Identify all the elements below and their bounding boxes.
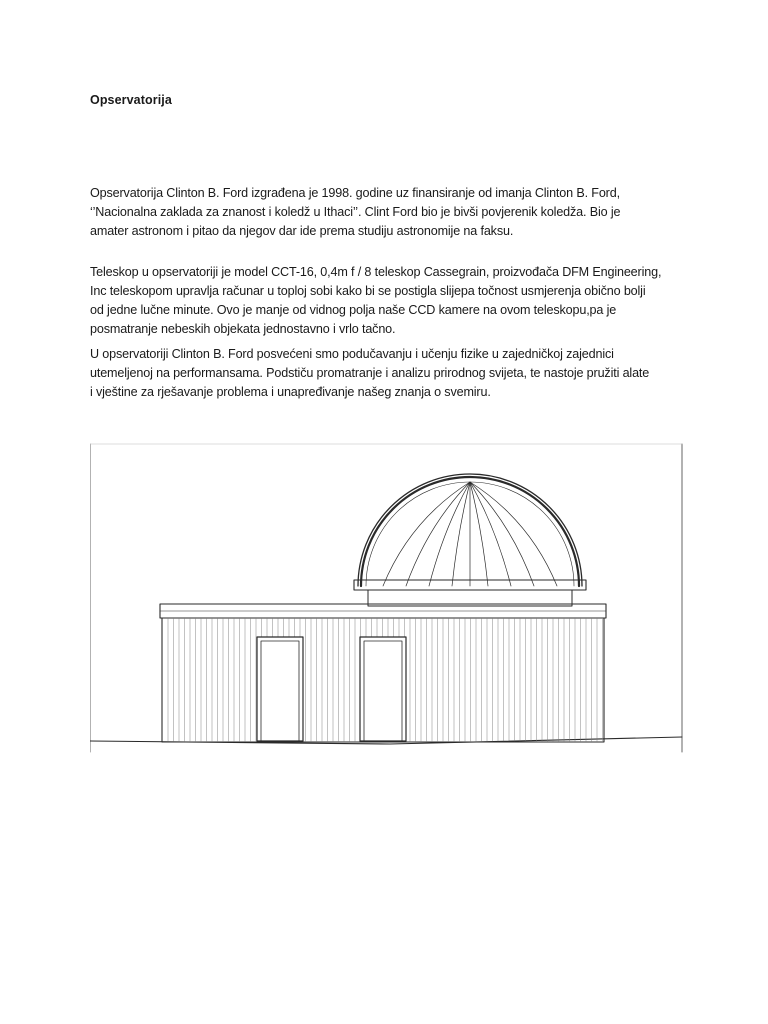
paragraph-line: utemeljenoj na performansama. Podstiču promatranje i analizu prirodnog svijeta, te nastoje pružiti alate	[90, 366, 650, 380]
observatory-illustration	[90, 440, 684, 756]
paragraph-line: od jedne lučne minute. Ovo je manje od vidnog polja naše CCD kamere na ovom teleskopu,pa je	[90, 303, 617, 317]
paragraph-telescope	[90, 263, 682, 339]
paragraph-line: i vještine za rješavanje problema i unapređivanje našeg znanja o svemiru.	[90, 385, 491, 399]
door-left	[257, 637, 303, 741]
paragraph-history	[90, 184, 682, 241]
paragraph-line: U opservatoriji Clinton B. Ford posvećeni smo podučavanju i učenju fizike u zajedničkoj zajednici	[90, 347, 614, 361]
dome	[354, 474, 586, 606]
paragraph-line: Inc teleskopom upravlja računar u toploj sobi kako bi se postigla slijepa točnost usmjerenja obično bolji	[90, 284, 646, 298]
paragraph-line: ‘’Nacionalna zaklada za znanost i koledž u Ithaci’’. Clint Ford bio je bivši povjerenik koledža. Bio je	[90, 205, 621, 219]
paragraph-line: posmatranje nebeskih objekata jednostavno i vrlo tačno.	[90, 322, 396, 336]
door-right	[360, 637, 406, 741]
paragraph-mission	[90, 345, 682, 402]
paragraph-line: amater astronom i pitao da njegov dar ide prema studiju astronomije na faksu.	[90, 224, 514, 238]
paragraph-line: Teleskop u opservatoriji je model CCT-16, 0,4m f / 8 teleskop Cassegrain, proizvođača DFM Engineering,	[90, 265, 662, 279]
paragraph-line: Opservatorija Clinton B. Ford izgrađena je 1998. godine uz finansiranje od imanja Clinton B. Ford,	[90, 186, 620, 200]
document-title: Opservatorija	[90, 93, 172, 107]
